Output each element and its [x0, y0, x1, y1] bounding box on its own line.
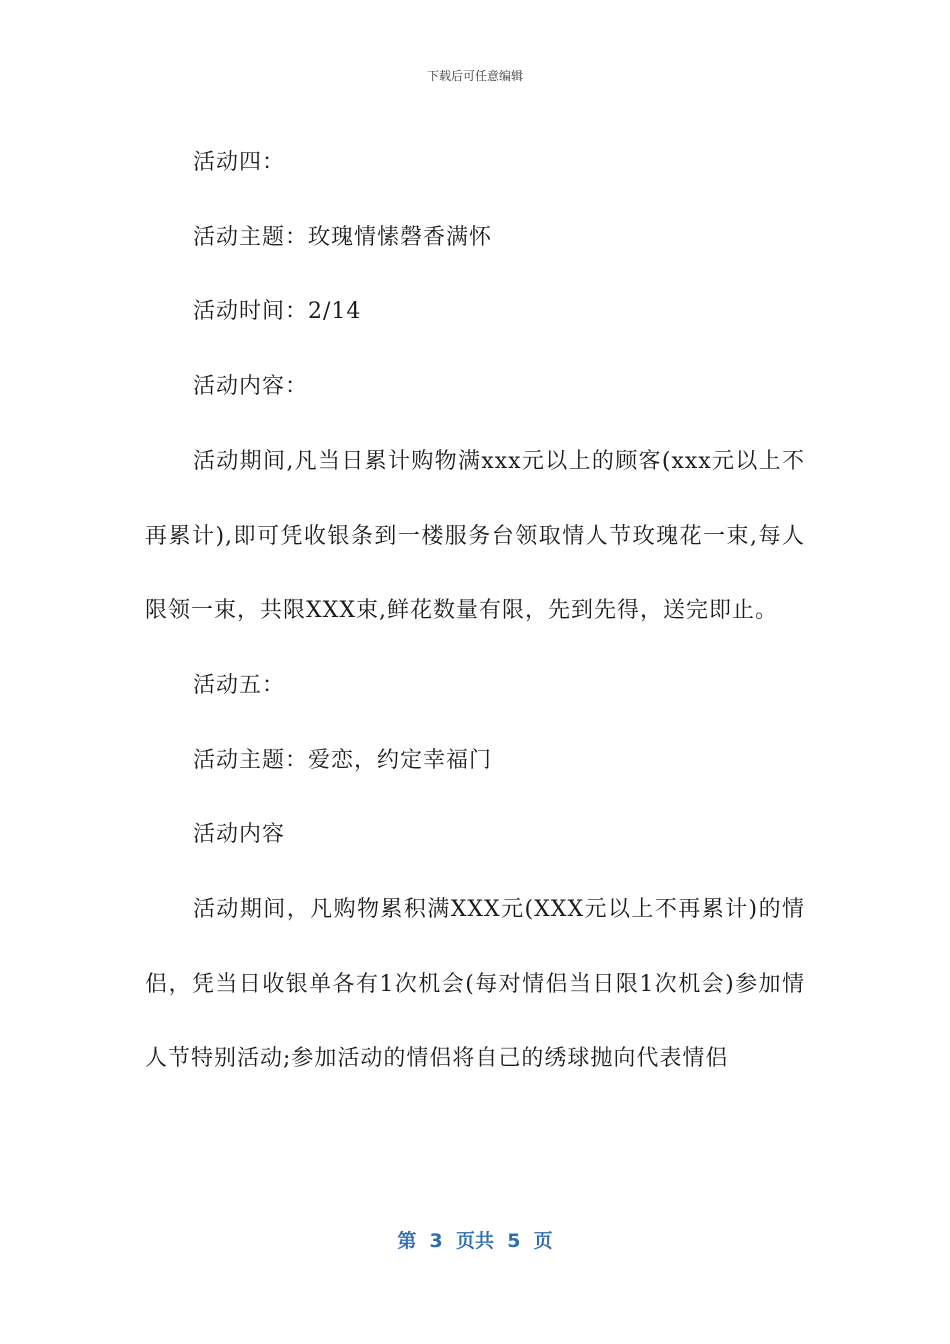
paragraph-activity-five-details: 活动期间，凡购物累积满XXX元(XXX元以上不再累计)的情侣，凭当日收银单各有1次机会(每对情侣当日限1次机会)参加情人节特别活动;参加活动的情侣将自己的绣球抛向代表情侣	[145, 897, 805, 1072]
paragraph-activity-four-heading: 活动四：	[193, 150, 286, 175]
paragraph-activity-four-content-label: 活动内容：	[193, 374, 309, 400]
paragraph-activity-four-theme: 活动主题：玫瑰情愫磬香满怀	[193, 224, 493, 250]
document-body	[145, 126, 805, 1097]
paragraph-activity-five-content-label: 活动内容	[193, 822, 286, 848]
paragraph-activity-four-details: 活动期间,凡当日累计购物满xxx元以上的顾客(xxx元以上不再累计),即可凭收银条到一楼服务台领取情人节玫瑰花一束,每人限领一束，共限XXX束,鲜花数量有限，先到先得，送完即止。	[145, 448, 805, 624]
paragraph-activity-five-theme: 活动主题：爱恋，约定幸福门	[193, 747, 493, 773]
paragraph-activity-four-time: 活动时间：2/14	[193, 299, 362, 325]
page-header: 下载后可任意编辑	[426, 69, 523, 83]
paragraph-activity-five-heading: 活动五：	[193, 672, 286, 698]
page-footer-page-number: 第 3 页共 5 页	[397, 1230, 553, 1252]
